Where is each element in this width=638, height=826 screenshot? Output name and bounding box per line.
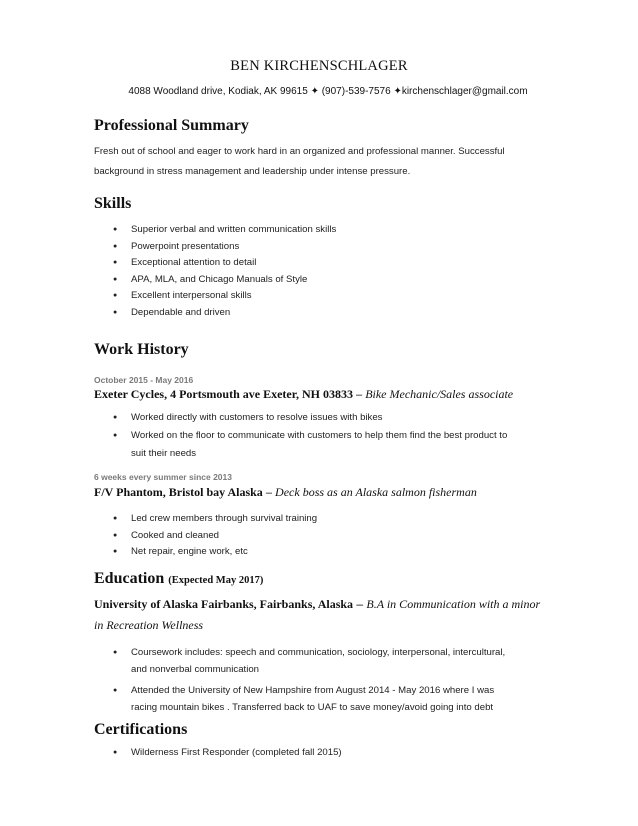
bullet-line: and nonverbal communication [131, 664, 259, 675]
skill-item: ● Powerpoint presentations [94, 239, 554, 256]
education-expected: (Expected May 2017) [168, 575, 264, 586]
job-date: October 2015 - May 2016 [94, 375, 194, 385]
education-bullets [94, 644, 554, 716]
job-employer: F/V Phantom, Bristol bay Alaska [94, 485, 263, 499]
school-name: University of Alaska Fairbanks, Fairbanks, Alaska [94, 597, 354, 611]
degree: B.A in Communication with a minor [366, 597, 541, 611]
education-bullet [94, 644, 554, 678]
skill-item: ● Excellent interpersonal skills [94, 288, 554, 305]
summary-line: background in stress management and leadership under intense pressure. [94, 166, 411, 177]
section-heading-work: Work History [94, 341, 189, 358]
skills-list [94, 222, 554, 321]
bullet-line: ● Attended the University of New Hampshire from August 2014 - May 2016 where I was [131, 685, 495, 696]
education-line [94, 594, 554, 615]
job-bullet [94, 410, 554, 427]
job-date: 6 weeks every summer since 2013 [94, 472, 232, 482]
bullet-line: ● Worked on the floor to communicate with customers to help them find the best product to [131, 429, 508, 441]
job-separator: – [262, 487, 276, 499]
job-bullet [94, 528, 554, 545]
candidate-name: BEN KIRCHENSCHLAGER [230, 58, 408, 74]
education-entry [94, 594, 554, 636]
job-employer: Exeter Cycles, 4 Portsmouth ave Exeter, NH 03833 [94, 387, 353, 401]
section-heading-skills: Skills [94, 195, 132, 212]
job-title-line [94, 387, 513, 402]
bullet-line: ● Net repair, engine work, etc [131, 546, 248, 557]
summary-line: Fresh out of school and eager to work hard in an organized and professional manner. Successful [94, 146, 505, 157]
section-heading-summary: Professional Summary [94, 117, 249, 134]
job-role: Deck boss as an Alaska salmon fisherman [275, 485, 477, 499]
certifications-list [94, 745, 554, 762]
job-bullets [94, 410, 554, 463]
education-bullet [94, 682, 554, 716]
contact-line: 4088 Woodland drive, Kodiak, AK 99615 ✦ (907)-539-7576 ✦kirchenschlager@gmail.com [128, 86, 528, 97]
skill-item: ● Dependable and driven [94, 305, 554, 322]
bullet-line: ● Worked directly with customers to resolve issues with bikes [131, 412, 383, 423]
skill-item: ● Exceptional attention to detail [94, 255, 554, 272]
bullet-line: ● Cooked and cleaned [131, 529, 220, 541]
section-heading-education [94, 570, 263, 588]
skill-item: ● Superior verbal and written communication skills [94, 222, 554, 239]
job-title-line [94, 485, 477, 500]
job-bullets [94, 511, 554, 561]
bullet-line: ● Led crew members through survival training [131, 513, 318, 524]
job-separator: – [352, 389, 366, 401]
skill-item: ● APA, MLA, and Chicago Manuals of Style [94, 272, 554, 289]
bullet-line: ● Coursework includes: speech and communication, sociology, interpersonal, intercultural, [131, 647, 506, 658]
bullet-line: racing mountain bikes . Transferred back to UAF to save money/avoid going into debt [131, 702, 494, 713]
education-separator: – [353, 597, 367, 611]
job-role: Bike Mechanic/Sales associate [365, 387, 514, 401]
job-bullet [94, 511, 554, 528]
bullet-line: suit their needs [131, 447, 197, 459]
education-heading-text: Education [94, 570, 165, 587]
section-heading-certifications: Certifications [94, 721, 188, 738]
job-bullet [94, 427, 554, 463]
summary-paragraph [94, 142, 544, 182]
degree-continuation: in Recreation Wellness [94, 618, 204, 632]
certification-item: ● Wilderness First Responder (completed fall 2015) [94, 745, 554, 762]
job-bullet [94, 544, 554, 561]
